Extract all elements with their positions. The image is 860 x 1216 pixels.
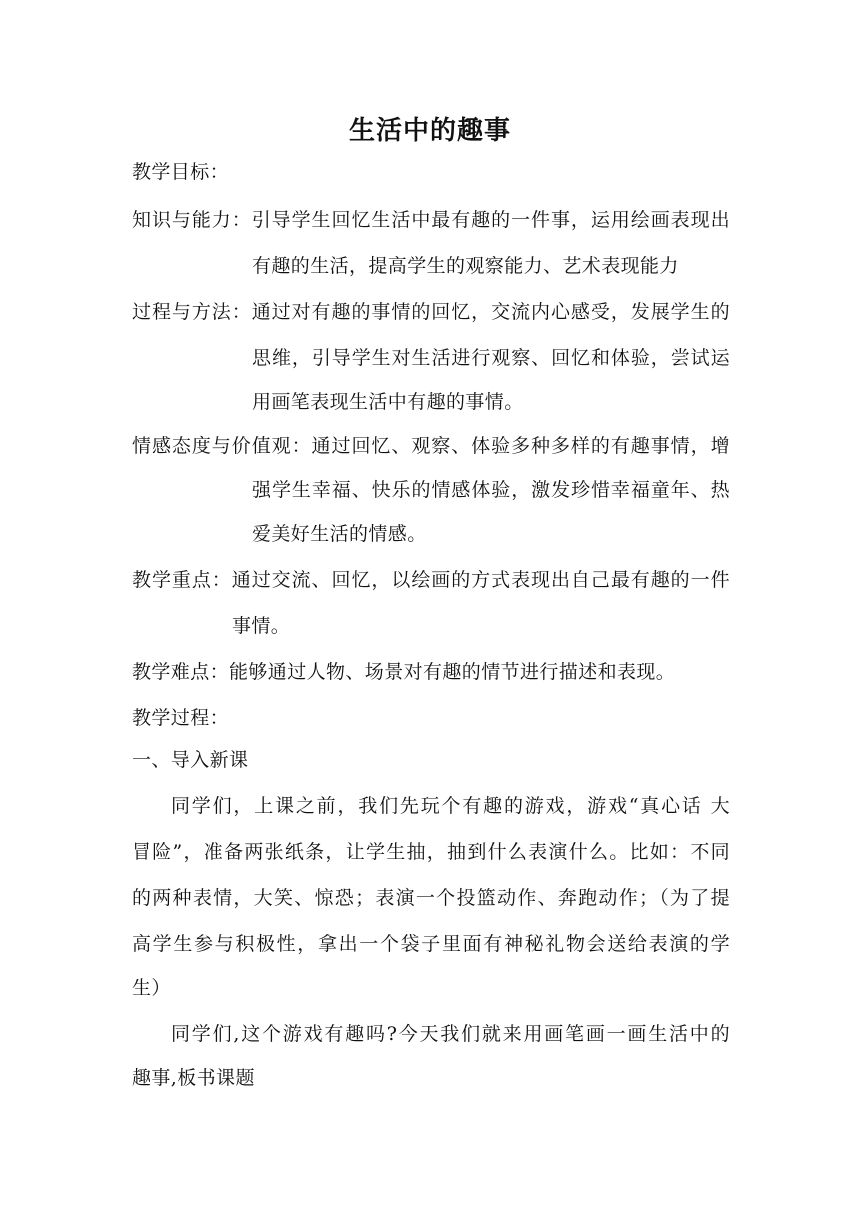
- heading-teaching-process: 教学过程：: [132, 707, 230, 729]
- paragraph-2-line-1: 同学们,这个游戏有趣吗?今天我们就来用画笔画一画生活中的: [171, 1023, 730, 1045]
- section-heading-introduction: 一、导入新课: [132, 749, 249, 771]
- objective-process-line-3: 用画笔表现生活中有趣的事情。: [252, 391, 524, 413]
- objective-emotion-line-3: 爱美好生活的情感。: [252, 523, 427, 545]
- paragraph-1-line-1: 同学们，上课之前，我们先玩个有趣的游戏，游戏“真心话 大: [171, 795, 730, 817]
- objective-knowledge-line-2: 有趣的生活，提高学生的观察能力、艺术表现能力: [252, 255, 679, 277]
- paragraph-1-line-3: 的两种表情，大笑、惊恐；表演一个投篮动作、奔跑动作；（为了提: [132, 887, 730, 909]
- document-title: 生活中的趣事: [348, 116, 511, 146]
- objective-knowledge-line-1: 知识与能力：引导学生回忆生活中最有趣的一件事，运用绘画表现出: [132, 209, 730, 231]
- key-point-line-1: 教学重点：通过交流、回忆，以绘画的方式表现出自己最有趣的一件: [132, 569, 730, 591]
- key-point-line-2: 事情。: [232, 615, 291, 637]
- objective-emotion-line-2: 强学生幸福、快乐的情感体验，激发珍惜幸福童年、热: [252, 479, 730, 501]
- objective-process-line-1: 过程与方法：通过对有趣的事情的回忆，交流内心感受，发展学生的: [132, 301, 730, 323]
- paragraph-1-line-4: 高学生参与积极性，拿出一个袋子里面有神秘礼物会送给表演的学: [132, 933, 730, 955]
- objective-emotion-line-1: 情感态度与价值观：通过回忆、观察、体验多种多样的有趣事情，增: [132, 435, 730, 457]
- paragraph-1-line-5: 生）: [132, 977, 171, 999]
- objective-process-line-2: 思维，引导学生对生活进行观察、回忆和体验，尝试运: [252, 347, 730, 369]
- heading-teaching-objectives: 教学目标：: [132, 161, 230, 183]
- paragraph-2-line-2: 趣事,板书课题: [132, 1067, 255, 1089]
- difficult-point: 教学难点：能够通过人物、场景对有趣的情节进行描述和表现。: [132, 661, 676, 683]
- paragraph-1-line-2: 冒险”，准备两张纸条，让学生抽，抽到什么表演什么。比如：不同: [132, 841, 730, 863]
